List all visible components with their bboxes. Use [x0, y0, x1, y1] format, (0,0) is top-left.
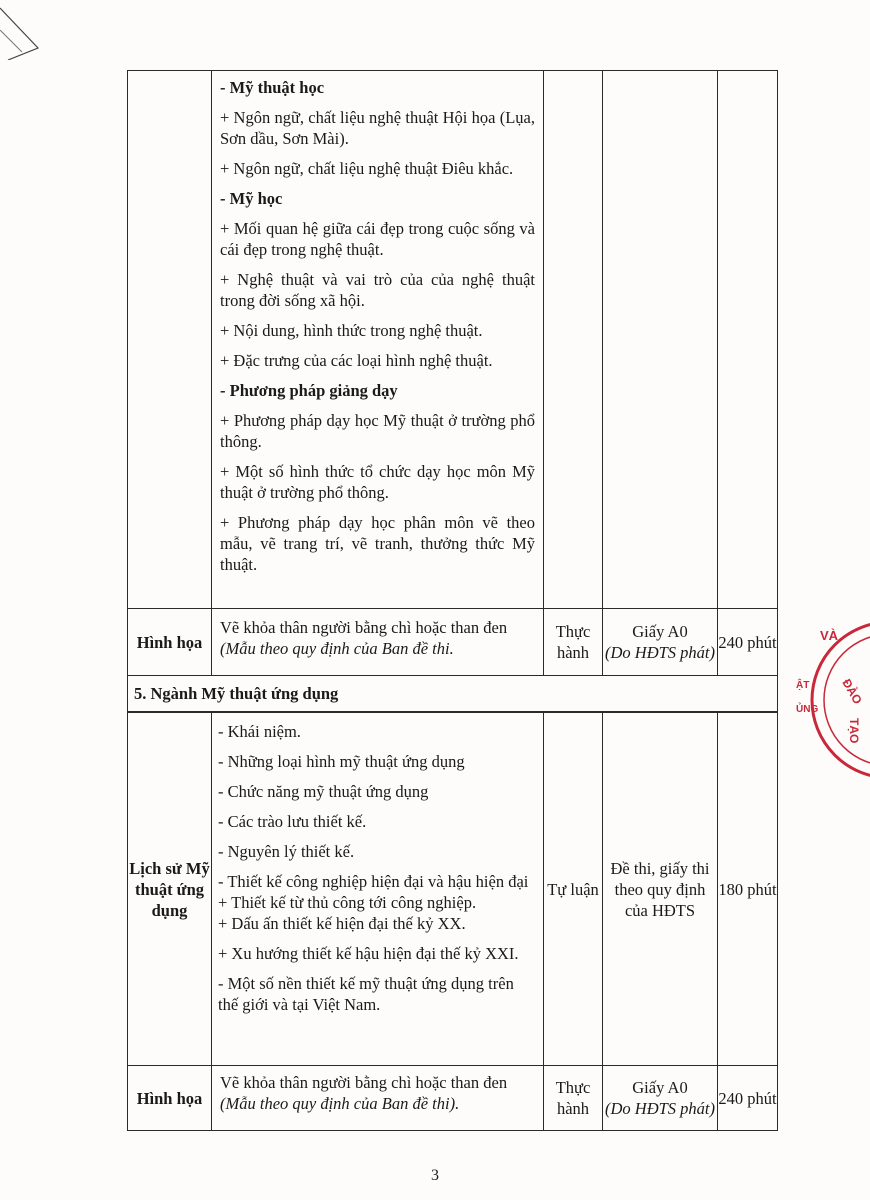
svg-text:ỦNG: ỦNG — [796, 704, 819, 715]
material-giay — [603, 1066, 718, 1131]
form-tu-luan: Tự luận — [544, 712, 603, 1066]
page-number: 3 — [431, 1167, 439, 1184]
list-item: + Xu hướng thiết kế hậu hiện đại thế kỷ XXI. — [218, 944, 519, 963]
section-header-row — [128, 676, 778, 713]
list-item: + Một số hình thức tổ chức dạy học môn Mỹ thuật ở trường phổ thông. — [220, 462, 535, 502]
material-plain: Giấy A0 — [632, 622, 688, 641]
list-item: + Ngôn ngữ, chất liệu nghệ thuật Hội họa (Lụa, Sơn dầu, Sơn Mài). — [220, 108, 535, 148]
list-item: - Một số nền thiết kế mỹ thuật ứng dụng trên thế giới và tại Việt Nam. — [218, 974, 514, 1014]
form-thuc-hanh: Thực hành — [544, 609, 603, 676]
list-item: - Nguyên lý thiết kế. — [218, 842, 355, 861]
content-plain: Vẽ khỏa thân người bằng chì hoặc than đen — [220, 1073, 508, 1092]
svg-text:VÀ: VÀ — [820, 628, 839, 643]
svg-text:ĐÀO: ĐÀO — [839, 676, 865, 707]
subject-hinh-hoa: Hình họa — [128, 1066, 212, 1131]
material-cell-empty — [603, 71, 718, 609]
table-row-hinh-hoa-2 — [128, 1066, 778, 1131]
material-italic: (Do HĐTS phát) — [605, 643, 715, 662]
time-240: 240 phút — [718, 609, 778, 676]
subject-hinh-hoa: Hình họa — [128, 609, 212, 676]
content-plain: Vẽ khỏa thân người bằng chì hoặc than đen — [220, 618, 508, 637]
list-item: - Các trào lưu thiết kế. — [218, 812, 367, 831]
time-180: 180 phút — [718, 712, 778, 1066]
time-cell-empty — [718, 71, 778, 609]
section-5-title: 5. Ngành Mỹ thuật ứng dụng — [128, 676, 778, 713]
red-seal-stamp — [790, 600, 870, 800]
table-row-continuation — [128, 71, 778, 609]
list-item: + Phương pháp dạy học phân môn vẽ theo mẫu, vẽ trang trí, vẽ tranh, thưởng thức Mỹ thuật. — [220, 513, 535, 574]
list-item: + Dấu ấn thiết kế hiện đại thế kỷ XX. — [218, 914, 466, 933]
page-fold-corner — [0, 0, 60, 60]
subject-cell-empty — [128, 71, 212, 609]
subject-lich-su: Lịch sử Mỹ thuật ứng dụng — [128, 712, 212, 1066]
list-item: - Những loại hình mỹ thuật ứng dụng — [218, 752, 465, 771]
list-item: - Thiết kế công nghiệp hiện đại và hậu hiện đại — [218, 872, 529, 891]
form-thuc-hanh: Thực hành — [544, 1066, 603, 1131]
heading-my-hoc: - Mỹ học — [220, 189, 283, 208]
list-item: - Chức năng mỹ thuật ứng dụng — [218, 782, 429, 801]
table-row-lich-su — [128, 712, 778, 1066]
material-de-thi: Đề thi, giấy thi theo quy định của HĐTS — [603, 712, 718, 1066]
material-italic: (Do HĐTS phát) — [605, 1099, 715, 1118]
heading-phuong-phap: - Phương pháp giảng dạy — [220, 381, 398, 400]
content-italic: (Mẫu theo quy định của Ban đề thi). — [220, 1094, 460, 1113]
list-item: + Ngôn ngữ, chất liệu nghệ thuật Điêu khắc. — [220, 159, 514, 178]
heading-mythuat-hoc: - Mỹ thuật học — [220, 78, 325, 97]
list-item: + Mối quan hệ giữa cái đẹp trong cuộc sống và cái đẹp trong nghệ thuật. — [220, 219, 535, 259]
material-plain: Giấy A0 — [632, 1078, 688, 1097]
list-item: + Nghệ thuật và vai trò của của nghệ thuật trong đời sống xã hội. — [220, 270, 535, 310]
exam-table — [127, 70, 778, 1131]
svg-text:ẬT: ẬT — [796, 680, 810, 691]
form-cell-empty — [544, 71, 603, 609]
list-item: + Nội dung, hình thức trong nghệ thuật. — [220, 321, 483, 340]
content-lich-su — [212, 712, 544, 1066]
content-cell — [212, 71, 544, 609]
list-item: - Khái niệm. — [218, 722, 301, 741]
content-italic: (Mẫu theo quy định của Ban đề thi. — [220, 639, 454, 658]
svg-text:TẠO: TẠO — [847, 718, 861, 744]
list-item: + Phương pháp dạy học Mỹ thuật ở trường phổ thông. — [220, 411, 535, 451]
time-240: 240 phút — [718, 1066, 778, 1131]
list-item: + Đặc trưng của các loại hình nghệ thuật. — [220, 351, 493, 370]
table-row-hinh-hoa-1 — [128, 609, 778, 676]
content-hinh-hoa — [212, 609, 544, 676]
content-hinh-hoa — [212, 1066, 544, 1131]
list-item: + Thiết kế từ thủ công tới công nghiệp. — [218, 893, 477, 912]
material-giay — [603, 609, 718, 676]
